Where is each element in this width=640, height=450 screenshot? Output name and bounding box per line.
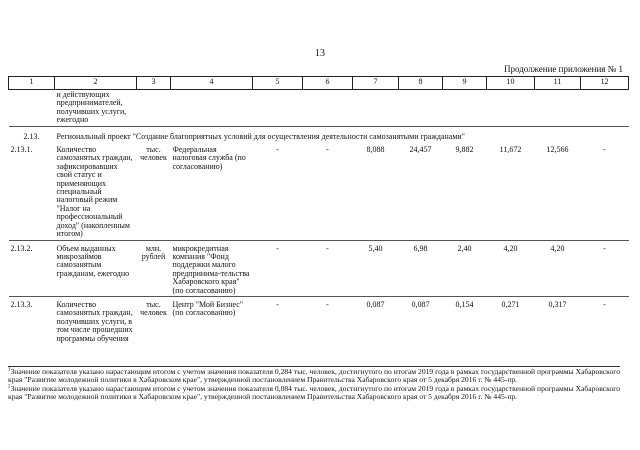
indicator-name: Количество самозанятых граждан, получивших услуги, в том числе прошедших программы обучения (56, 299, 133, 343)
value-cell: - (603, 299, 606, 309)
value-cell: 4,20 (535, 240, 581, 296)
col-header: 10 (487, 77, 535, 90)
row-number: 2.13.2. (9, 240, 55, 296)
value-cell: 2,40 (443, 240, 487, 296)
col-header: 3 (137, 77, 171, 90)
value-cell: 12,566 (535, 145, 581, 240)
indicator-name: Объем выданных микрозаймов самозанятым гражданам, ежегодно (55, 240, 137, 296)
col-header: 2 (55, 77, 137, 90)
row-number: 2.13.1. (9, 145, 55, 240)
value-cell: - (253, 145, 303, 240)
value-cell: 4,20 (487, 240, 535, 296)
value-cell: 0,271 (501, 299, 520, 309)
footnote-text: Значение показателя указано нарастающим итогом с учетом значения показателя 0,084 тыс. человек, достигнутого по итогам 2019 года в рамках государственной программы Хабаровского края "Развитие молодежной политики в Хабаровском крае", утвержденной постановлением Правительства Хабаровского края от 5 декабря 2016 г. № 445-пр. (8, 383, 620, 401)
footnote (8, 368, 620, 384)
col-header: 12 (581, 77, 629, 90)
unit: тыс. человек (137, 145, 171, 240)
table-row (9, 296, 629, 344)
section-row (9, 126, 629, 145)
appendix-continuation: Продолжение приложения № 1 (503, 64, 623, 74)
value-cell: - (303, 240, 353, 296)
indicators-table (8, 76, 629, 344)
unit: тыс. человек (140, 299, 167, 318)
value-cell: 8,088 (353, 145, 399, 240)
indicator-name: Количество самозанятых граждан, зафиксировавших свой статус и применяющих специальный налоговый режим "Налог на профессиональный доход" (накопленным итогом) (55, 145, 137, 240)
col-header: 4 (171, 77, 253, 90)
section-number: 2.13. (23, 131, 40, 141)
value-cell: 0,087 (411, 299, 430, 309)
executor: микрокредитная компания "Фонд поддержки малого предпринима-тельства Хабаровского края" (по согласованию) (171, 240, 253, 296)
col-header: 7 (353, 77, 399, 90)
footnote-mark: 1 (8, 367, 11, 373)
footnote-text: Значение показателя указано нарастающим итогом с учетом значения показателя 0,284 тыс. человек, достигнутого по итогам 2019 года в рамках государственной программы Хабаровского края "Развитие молодежной политики в Хабаровском крае", утвержденной постановлением Правительства Хабаровского края от 5 декабря 2016 г. № 445-пр. (8, 367, 620, 384)
executor: Центр "Мой Бизнес" (по согласованию) (172, 299, 244, 318)
carryover-row (9, 90, 629, 127)
col-header: 11 (535, 77, 581, 90)
col-header: 6 (303, 77, 353, 90)
footnote-mark: 2 (8, 384, 11, 390)
value-cell: 5,40 (353, 240, 399, 296)
footnotes (8, 366, 620, 402)
col-header: 8 (399, 77, 443, 90)
col-header: 5 (253, 77, 303, 90)
value-cell: 11,672 (487, 145, 535, 240)
value-cell: 0,317 (548, 299, 567, 309)
col-header: 1 (9, 77, 55, 90)
value-cell: - (581, 240, 629, 296)
value-cell: - (303, 145, 353, 240)
footnote (8, 385, 620, 401)
value-cell: - (253, 240, 303, 296)
value-cell: - (326, 299, 329, 309)
value-cell: 9,882 (443, 145, 487, 240)
table-header (9, 77, 629, 90)
section-title: Региональный проект "Создание благоприятных условий для осуществления деятельности самозанятыми гражданами" (56, 131, 465, 141)
row-number: 2.13.3. (10, 299, 33, 309)
executor: Федеральная налоговая служба (по согласованию) (171, 145, 253, 240)
table-row (9, 145, 629, 240)
page-number: 13 (315, 48, 325, 59)
value-cell: 0,087 (366, 299, 385, 309)
table-row (9, 240, 629, 296)
value-cell: 0,154 (455, 299, 474, 309)
carryover-text: и действующих предпринимателей, получивших услуги, ежегодно (55, 90, 137, 127)
value-cell: 6,98 (399, 240, 443, 296)
unit: млн. рублей (137, 240, 171, 296)
value-cell: - (276, 299, 279, 309)
value-cell: 24,457 (399, 145, 443, 240)
value-cell: - (581, 145, 629, 240)
col-header: 9 (443, 77, 487, 90)
